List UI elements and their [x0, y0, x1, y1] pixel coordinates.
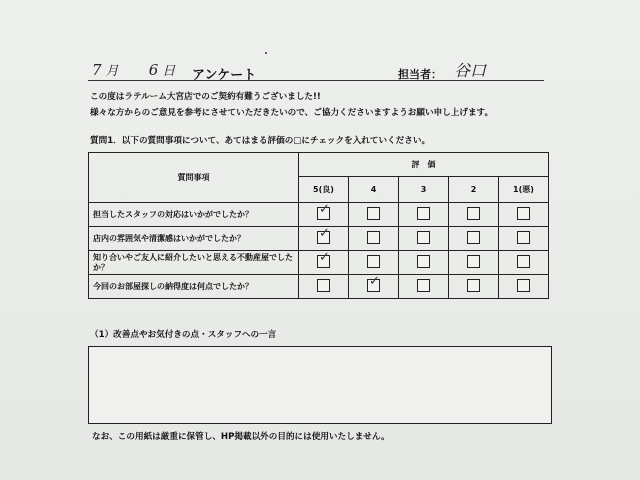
rating-checkbox[interactable] — [467, 279, 480, 292]
title-underline — [88, 80, 408, 81]
rating-cell — [399, 203, 449, 227]
table-row — [89, 227, 549, 251]
month-value: 7 — [92, 61, 102, 79]
rating-checkbox[interactable] — [467, 255, 480, 268]
rating-cell — [499, 227, 549, 251]
tanto-underline — [396, 80, 544, 81]
rating-cell — [299, 251, 349, 275]
rating-checkbox[interactable] — [317, 202, 330, 220]
rating-body — [89, 203, 549, 299]
tanto-label: 担当者： — [398, 68, 442, 81]
rating-checkbox[interactable] — [367, 207, 380, 220]
rating-cell — [499, 251, 549, 275]
rating-cell — [349, 275, 399, 299]
rating-checkbox[interactable] — [317, 250, 330, 268]
rating-checkbox[interactable] — [417, 231, 430, 244]
rating-checkbox[interactable] — [417, 255, 430, 268]
rating-cell — [399, 275, 449, 299]
col-header-question: 質問事項 — [89, 153, 299, 203]
table-row — [89, 251, 549, 275]
rating-checkbox[interactable] — [317, 279, 330, 292]
rating-checkbox[interactable] — [367, 231, 380, 244]
rating-header: 4 — [349, 177, 399, 203]
rating-cell — [449, 275, 499, 299]
question1-instruction: 質問1．以下の質問事項について、あてはまる評価の□にチェックを入れていください。 — [90, 136, 431, 146]
ink-dot — [265, 52, 267, 54]
rating-checkbox[interactable] — [517, 231, 530, 244]
rating-header: 2 — [449, 177, 499, 203]
rating-cell — [399, 227, 449, 251]
rating-header: 3 — [399, 177, 449, 203]
rating-cell — [449, 227, 499, 251]
month-unit: 月 — [105, 64, 119, 79]
check-mark-icon: ✓ — [319, 202, 330, 217]
rating-checkbox[interactable] — [467, 207, 480, 220]
rating-cell — [299, 275, 349, 299]
date — [88, 60, 175, 79]
question-text: 店内の雰囲気や清潔感はいかがでしたか？ — [89, 227, 299, 251]
remarks-textarea[interactable] — [88, 346, 552, 424]
rating-cell — [299, 227, 349, 251]
rating-checkbox[interactable] — [517, 255, 530, 268]
rating-checkbox[interactable] — [417, 207, 430, 220]
rating-checkbox[interactable] — [367, 274, 380, 292]
table-row — [89, 203, 549, 227]
rating-header: 1(悪) — [499, 177, 549, 203]
rating-checkbox[interactable] — [517, 207, 530, 220]
page-title: アンケート — [192, 68, 257, 83]
check-mark-icon: ✓ — [369, 274, 380, 289]
col-header-evaluation: 評 価 — [299, 153, 549, 177]
rating-checkbox[interactable] — [367, 255, 380, 268]
rating-checkbox[interactable] — [517, 279, 530, 292]
rating-cell — [399, 251, 449, 275]
rating-header: 5(良) — [299, 177, 349, 203]
rating-checkbox[interactable] — [317, 226, 330, 244]
question-text: 知り合いやご友人に紹介したいと思える不動産屋でしたか？ — [89, 251, 299, 275]
day-unit: 日 — [162, 64, 176, 79]
check-mark-icon: ✓ — [319, 250, 330, 265]
intro-line-1: この度はラテルーム大宮店でのご契約有難うございました!! — [90, 92, 321, 102]
question-text: 今回のお部屋探しの納得度は何点でしたか？ — [89, 275, 299, 299]
rating-table — [88, 152, 549, 299]
rating-cell — [499, 203, 549, 227]
rating-cell — [449, 203, 499, 227]
rating-checkbox[interactable] — [467, 231, 480, 244]
table-row — [89, 275, 549, 299]
rating-checkbox[interactable] — [417, 279, 430, 292]
question-text: 担当したスタッフの対応はいかがでしたか？ — [89, 203, 299, 227]
rating-cell — [349, 251, 399, 275]
day-value: 6 — [148, 61, 159, 79]
check-mark-icon: ✓ — [319, 226, 330, 241]
rating-cell — [449, 251, 499, 275]
tanto-name: 谷口 — [454, 61, 487, 80]
rating-cell — [499, 275, 549, 299]
remarks-label: （1）改善点やお気付きの点・スタッフへの一言 — [90, 330, 277, 340]
rating-cell — [349, 227, 399, 251]
footer-note: なお、この用紙は厳重に保管し、HP掲載以外の目的には使用いたしません。 — [92, 432, 390, 442]
rating-cell — [299, 203, 349, 227]
rating-cell — [349, 203, 399, 227]
intro-line-2: 様々な方からのご意見を参考にさせていただきたいので、ご協力くださいますようお願い申し上げます。 — [90, 108, 494, 118]
